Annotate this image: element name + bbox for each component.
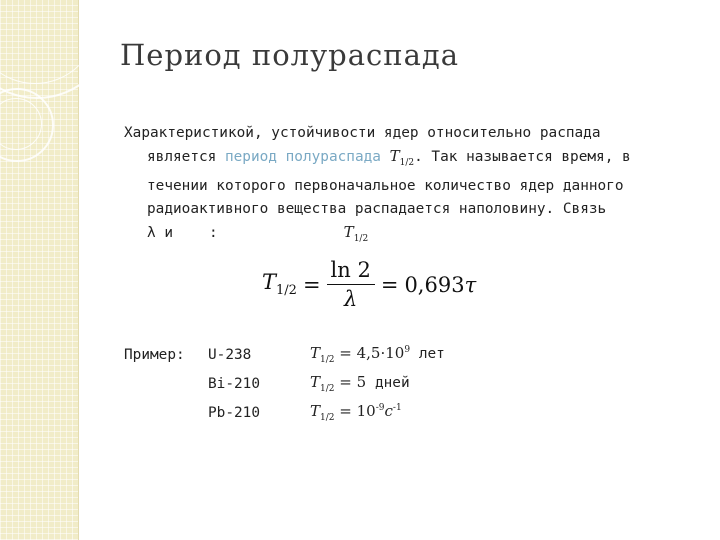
half-life-symbol (389, 147, 415, 168)
unit-exponent: -1 (392, 403, 402, 413)
lambda-label: λ и (147, 225, 173, 241)
slide-title: Период полураспада (120, 38, 460, 72)
equals-sign: = (302, 272, 321, 297)
symbol-subscript: 1/2 (353, 234, 369, 244)
exponent: 9 (404, 345, 411, 355)
text-fragment: является (147, 149, 217, 165)
value-text: = 5 (339, 373, 367, 391)
example-row (124, 373, 684, 405)
symbol-T: T (389, 147, 400, 165)
formula-lhs (262, 270, 297, 298)
paragraph-line-4: радиоактивного вещества распадается наполовину. Связь (147, 201, 607, 217)
definition-paragraph (124, 122, 709, 251)
half-life-value (310, 373, 410, 394)
paragraph-line-3: течении которого первоначальное количество ядер данного (147, 178, 624, 194)
colon: : (209, 225, 218, 241)
formula-subscript: 1/2 (276, 283, 297, 299)
paragraph-line-2 (124, 145, 709, 175)
formula-T: T (262, 270, 277, 295)
exponent: -9 (375, 403, 385, 413)
unit-symbol: c (384, 402, 393, 420)
example-row (124, 402, 684, 434)
symbol-T: T (310, 402, 321, 420)
symbol-T: T (310, 344, 321, 362)
examples-block (124, 344, 684, 434)
formula-rhs (404, 273, 476, 297)
equals-sign: = (380, 272, 399, 297)
half-life-value (310, 402, 402, 423)
half-life-symbol (343, 223, 369, 244)
value-text: = 10 (339, 402, 376, 420)
half-life-value (310, 344, 445, 365)
symbol-T: T (310, 373, 321, 391)
isotope-name: Pb-210 (208, 405, 260, 421)
fraction (327, 258, 375, 311)
half-life-formula (262, 258, 476, 311)
fraction-denominator: λ (344, 287, 358, 311)
symbol-subscript: 1/2 (320, 413, 335, 423)
symbol-T: T (343, 223, 354, 241)
example-row (124, 344, 684, 376)
text-fragment: . Так называется время, в (414, 149, 631, 165)
paragraph-line-1: Характеристикой, устойчивости ядер относительно распада (124, 125, 601, 141)
decorative-side-band (0, 0, 79, 540)
term-highlight: период полураспада (224, 149, 381, 165)
examples-label: Пример: (124, 347, 185, 363)
symbol-subscript: 1/2 (320, 384, 335, 394)
value-text: = 4,5·10 (339, 344, 405, 362)
symbol-subscript: 1/2 (320, 355, 335, 365)
isotope-name: U-238 (208, 347, 252, 363)
paragraph-line-5 (124, 221, 709, 251)
symbol-subscript: 1/2 (399, 158, 415, 168)
isotope-name: Bi-210 (208, 376, 260, 392)
fraction-numerator: ln 2 (327, 258, 375, 285)
unit-label: дней (374, 375, 410, 391)
tau-symbol: τ (464, 272, 477, 297)
unit-label: лет (418, 346, 445, 362)
coefficient: 0,693 (404, 272, 465, 297)
